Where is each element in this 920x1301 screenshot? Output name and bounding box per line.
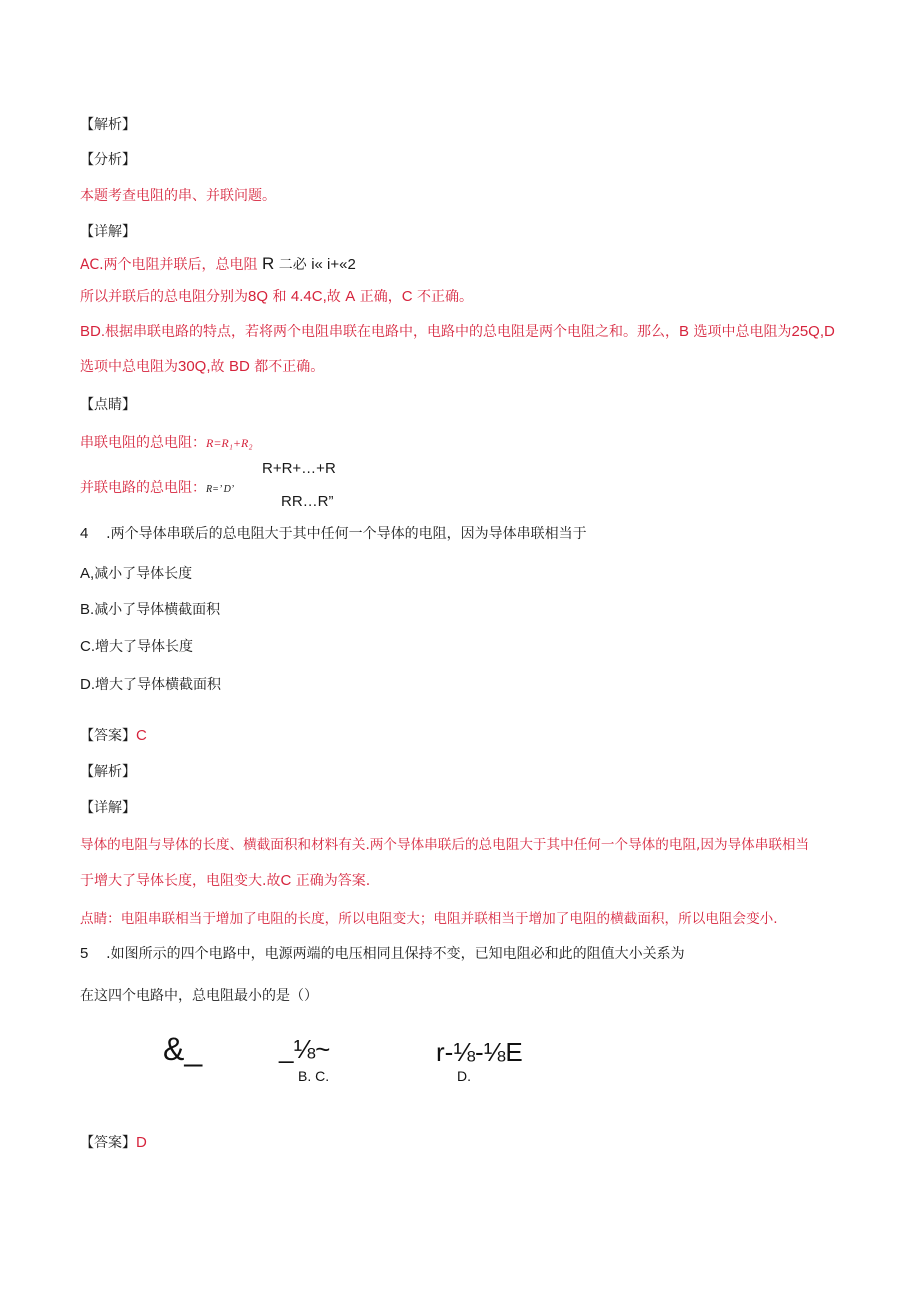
option-key: C. [80,638,95,655]
answer-value: C [136,727,147,744]
jiexi-heading: 【解析】 [80,117,136,133]
bd2-b: 30Q, [178,358,211,375]
q5-stem [80,945,685,963]
detail2-a: 于增大了导体长度，电阻变大.故 [80,873,281,889]
q4-detail-1: 导体的电阻与导体的长度、横截面积和材料有关.两个导体串联后的总电阻大于其中任何一个导体的电阻,因为导体串联相当 [80,837,810,853]
ac-tail: i« i+«2 [311,256,356,273]
answer-label: 【答案】 [80,1135,136,1151]
bd2-a: 选项中总电阻为 [80,359,178,375]
q4-answer [80,727,147,745]
q4-stem [80,525,587,543]
figure-bc-labels: B. C. [298,1068,330,1084]
parallel-numerator [262,460,336,478]
xiangjie-heading: 【详解】 [80,224,136,240]
option-text: 增大了导体长度 [95,639,193,655]
parallel-denominator [281,493,334,511]
dianjing-heading: 【点睛】 [80,397,136,413]
explain-line-2 [80,288,473,306]
q5-stem-2: 在这四个电路中，总电阻最小的是（） [80,988,318,1004]
q5-answer [80,1134,147,1152]
option-key: B. [80,601,95,618]
q4-option-a [80,565,192,583]
ac-line [80,255,356,274]
option-text: 减小了导体长度 [94,566,193,582]
bd1-b: 根据串联电路的特点，若将两个电阻串联在电路中，电路中的总电阻是两个电阻之和。那么， [105,324,680,340]
q4-jiexi-heading: 【解析】 [80,764,136,780]
series-formula: R=R₁+R₂ [206,436,253,450]
l2-b: 8Q [248,288,269,305]
bd1-a: BD. [80,323,106,340]
parallel-line [80,479,234,499]
fenxi-text: 本题考查电阻的串、并联问题。 [80,188,276,204]
parallel-mid: R=’ D’ [206,484,235,495]
l2-g: 正确， [359,289,402,305]
l2-f: A [345,288,356,305]
series-line [80,434,253,452]
q5-stem-text: .如图所示的四个电路中，电源两端的电压相同且保持不变，已知电阻必和此的阻值大小关系为 [106,946,685,962]
l2-i: 不正确。 [417,289,473,305]
ac-prefix: AC.两个电阻并联后，总电阻 [80,257,258,273]
q4-xiangjie-heading: 【详解】 [80,800,136,816]
l2-a: 所以并联后的总电阻分别为 [80,289,248,305]
l2-h: C [401,288,413,305]
bd2-e: 都不正确。 [254,359,325,375]
q4-option-b [80,601,220,619]
l2-c: 和 [272,289,287,305]
q5-number: 5 [80,945,89,962]
option-key: D. [80,676,95,693]
bd2-c: 故 [210,359,225,375]
bd-line-1 [80,323,835,341]
detail2-b: C [280,872,292,889]
figure-a: &_ [163,1031,203,1067]
l2-d: 4.4C, [290,288,327,305]
answer-label: 【答案】 [80,728,136,744]
figure-d: r-⅛-⅛E [436,1037,523,1067]
parallel-bottom: RR…R” [281,493,334,510]
figure-b: _⅛~ [279,1034,331,1064]
option-text: 减小了导体横截面积 [94,602,221,618]
q4-stem-text: .两个导体串联后的总电阻大于其中任何一个导体的电阻，因为导体串联相当于 [106,526,587,542]
fenxi-heading: 【分析】 [80,152,136,168]
option-key: A, [80,565,95,582]
q4-detail-2 [80,872,370,890]
q4-option-c [80,638,193,656]
figure-d-label: D. [457,1068,471,1084]
parallel-top: R+R+…+R [262,460,336,477]
ac-r: R [262,254,275,273]
ac-eq: 二必 [278,257,307,273]
l2-e: 故 [326,289,341,305]
q4-option-d [80,676,221,694]
bd2-d: BD [228,358,250,375]
q4-note: 点睛：电阻串联相当于增加了电阻的长度，所以电阻变大；电阻并联相当于增加了电阻的横截面积，所以电阻会变小. [80,911,778,927]
bd1-d: 选项中总电阻为 [693,324,792,340]
bd-line-2 [80,358,324,376]
parallel-label: 并联电路的总电阻： [80,480,206,496]
answer-value: D [136,1134,147,1151]
detail2-c: 正确为答案. [295,873,371,889]
bd1-e: 25Q,D [791,323,835,340]
series-label: 串联电阻的总电阻： [80,435,206,451]
option-text: 增大了导体横截面积 [95,677,221,693]
bd1-c: B [679,323,690,340]
q4-number: 4 [80,525,89,542]
